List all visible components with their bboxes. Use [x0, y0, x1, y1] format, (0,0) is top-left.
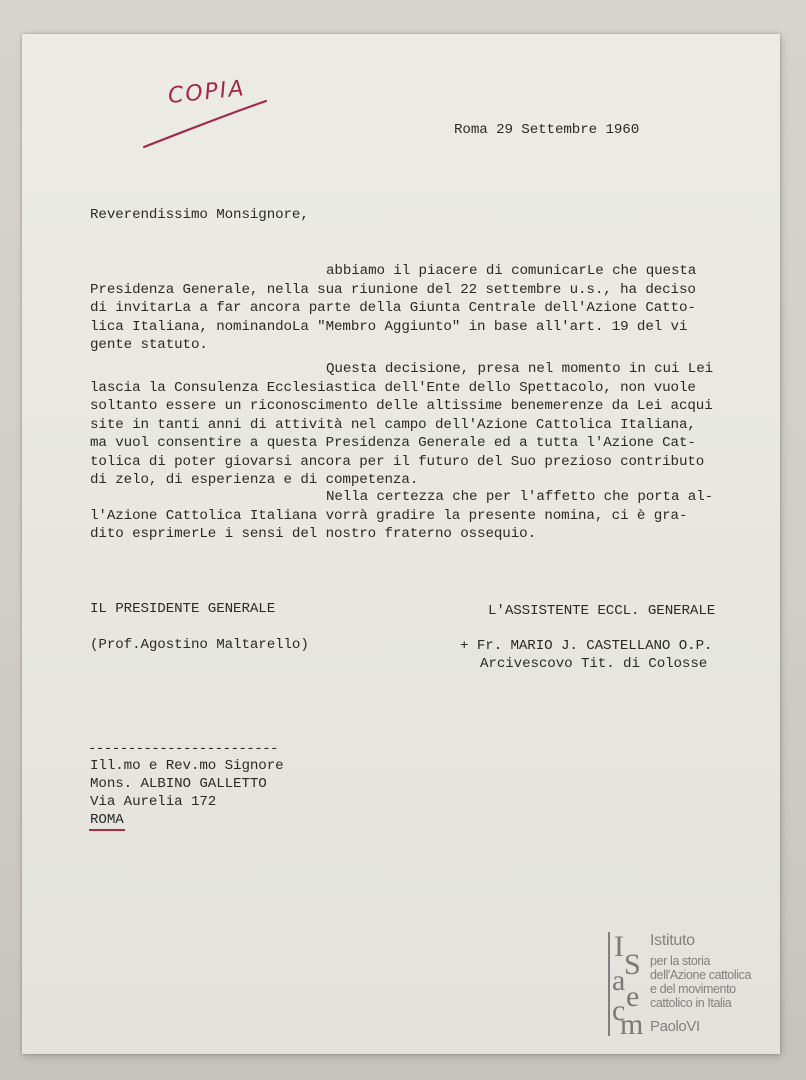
copia-handwritten-mark: COPIA	[166, 76, 247, 109]
logo-line: cattolico in Italia	[650, 996, 732, 1010]
addressee-line: Ill.mo e Rev.mo Signore	[90, 758, 284, 774]
copia-underline-stroke	[140, 95, 270, 155]
paragraph-1-line: di invitarLa a far ancora parte della Giunta Centrale dell'Azione Catto-	[90, 300, 696, 316]
paragraph-2-line: Questa decisione, presa nel momento in cui Lei	[326, 361, 714, 377]
addressee-line: Mons. ALBINO GALLETTO	[90, 776, 267, 792]
paragraph-2	[90, 360, 760, 490]
paragraph-1-line: abbiamo il piacere di comunicarLe che questa	[326, 263, 697, 279]
paragraph-1-line: lica Italiana, nominandoLa "Membro Aggiunto" in base all'art. 19 del vi	[90, 318, 688, 335]
logo-line: dell'Azione cattolica	[650, 968, 751, 982]
logo-letter: I	[614, 930, 624, 963]
logo-letter: m	[620, 1008, 644, 1041]
paragraph-2-line: tolica di poter giovarsi ancora per il futuro del Suo prezioso contributo	[90, 453, 705, 470]
paragraph-3-line: l'Azione Cattolica Italiana vorrà gradire la presente nomina, ci è gra-	[90, 507, 688, 524]
paragraph-2-line: ma vuol consentire a questa Presidenza Generale ed a tutta l'Azione Cat-	[90, 435, 696, 451]
logo-title: Istituto	[650, 932, 695, 949]
assistant-name: + Fr. MARIO J. CASTELLANO O.P.	[460, 638, 713, 654]
salutation: Reverendissimo Monsignore,	[90, 207, 309, 223]
paragraph-3-line: dito esprimerLe i sensi del nostro fraterno ossequio.	[90, 526, 536, 542]
paragraph-1	[90, 262, 760, 355]
paragraph-2-line: lascia la Consulenza Ecclesiastica dell'Ente dello Spettacolo, non vuole	[90, 379, 696, 396]
city-underline	[89, 829, 125, 831]
letter-date: Roma 29 Settembre 1960	[454, 122, 640, 138]
paragraph-1-line: gente statuto.	[90, 337, 208, 353]
logo-letter: c	[612, 994, 626, 1027]
paragraph-3-line: Nella certezza che per l'affetto che porta al-	[326, 489, 714, 505]
logo-footer: PaoloVI	[650, 1018, 700, 1035]
addressee-city: ROMA	[90, 812, 124, 828]
isacem-logo	[608, 930, 758, 1041]
logo-letter: a	[612, 964, 626, 997]
paragraph-1-line: Presidenza Generale, nella sua riunione del 22 settembre u.s., ha deciso	[90, 281, 696, 298]
logo-line: e del movimento	[650, 982, 736, 996]
president-name: (Prof.Agostino Maltarello)	[90, 637, 309, 653]
separator-rule: ------------------------	[88, 741, 278, 757]
paragraph-2-line: di zelo, di esperienza e di competenza.	[90, 472, 419, 488]
logo-lines	[650, 954, 751, 1010]
logo-line: per la storia	[650, 954, 711, 968]
assistant-title: L'ASSISTENTE ECCL. GENERALE	[488, 603, 716, 619]
addressee-line: Via Aurelia 172	[90, 794, 217, 810]
assistant-role: Arcivescovo Tit. di Colosse	[480, 656, 708, 672]
logo-letter: S	[624, 948, 641, 981]
logo-letter: e	[626, 980, 640, 1013]
logo-monogram	[608, 930, 650, 1041]
paragraph-2-line: site in tanti anni di attività nel campo dell'Azione Cattolica Italiana,	[90, 416, 696, 433]
president-title: IL PRESIDENTE GENERALE	[90, 601, 276, 617]
paragraph-2-line: soltanto essere un riconoscimento delle altissime benemerenze da Lei acqui	[90, 398, 713, 414]
paragraph-3	[90, 488, 760, 544]
letter-sheet	[22, 34, 780, 1054]
